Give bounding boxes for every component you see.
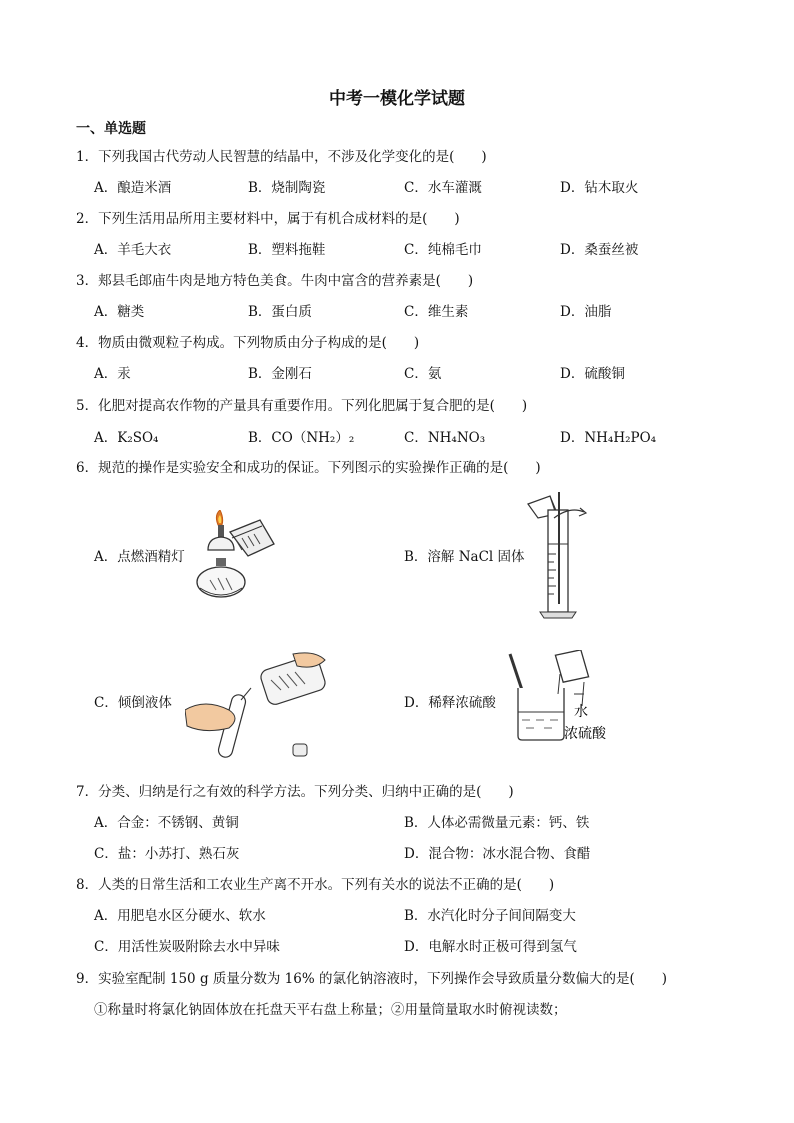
question-7: 7．分类、归纳是行之有效的科学方法。下列分类、归纳中正确的是( ) bbox=[76, 784, 514, 800]
option: B．蛋白质 bbox=[248, 304, 312, 320]
option: A．糖类 bbox=[94, 304, 145, 320]
question-4: 4．物质由微观粒子构成。下列物质由分子构成的是( ) bbox=[76, 335, 420, 351]
option: B．金刚石 bbox=[248, 366, 312, 382]
option: B．CO（NH₂）₂ bbox=[248, 430, 355, 446]
question-5: 5．化肥对提高农作物的产量具有重要作用。下列化肥属于复合肥的是( ) bbox=[76, 398, 528, 414]
diluting-acid-figure bbox=[500, 650, 615, 745]
alcohol-lamp-figure bbox=[190, 510, 280, 605]
option: A．酿造米酒 bbox=[94, 180, 172, 196]
option: A．点燃酒精灯 bbox=[94, 549, 185, 565]
question-9: 9．实验室配制 150 g 质量分数为 16% 的氯化钠溶液时，下列操作会导致质量分数偏大的是( ) bbox=[76, 971, 667, 987]
option: D．钻木取火 bbox=[560, 180, 639, 196]
option: C．水车灌溉 bbox=[404, 180, 482, 196]
option: D．桑蚕丝被 bbox=[560, 242, 639, 258]
question-8: 8．人类的日常生活和工农业生产离不开水。下列有关水的说法不正确的是( ) bbox=[76, 877, 555, 893]
section-heading: 一、单选题 bbox=[76, 121, 146, 137]
option: A．合金：不锈钢、黄铜 bbox=[94, 815, 239, 831]
option: A．K₂SO₄ bbox=[94, 430, 159, 446]
option: D．混合物：冰水混合物、食醋 bbox=[404, 846, 591, 862]
page-title: 中考一模化学试题 bbox=[329, 89, 465, 109]
question-9-statements: ①称量时将氯化钠固体放在托盘天平右盘上称量；②用量筒量取水时俯视读数； bbox=[94, 1002, 567, 1018]
option: C．维生素 bbox=[404, 304, 469, 320]
option: D．电解水时正极可得到氢气 bbox=[404, 939, 577, 955]
option: A．用肥皂水区分硬水、软水 bbox=[94, 908, 266, 924]
option: D．NH₄H₂PO₄ bbox=[560, 430, 657, 446]
option: C．NH₄NO₃ bbox=[404, 430, 486, 446]
option: C．盐：小苏打、熟石灰 bbox=[94, 846, 240, 862]
option: C．氨 bbox=[404, 366, 442, 382]
question-1: 1．下列我国古代劳动人民智慧的结晶中，不涉及化学变化的是( ) bbox=[76, 149, 487, 165]
option: B．烧制陶瓷 bbox=[248, 180, 326, 196]
water-label: 水 bbox=[574, 704, 588, 720]
option: B．人体必需微量元素：钙、铁 bbox=[404, 815, 590, 831]
option: D．硫酸铜 bbox=[560, 366, 625, 382]
option: B．溶解 NaCl 固体 bbox=[404, 549, 525, 565]
option: B．塑料拖鞋 bbox=[248, 242, 326, 258]
option: C．纯棉毛巾 bbox=[404, 242, 482, 258]
option: D．稀释浓硫酸 bbox=[404, 695, 496, 711]
question-6: 6．规范的操作是实验安全和成功的保证。下列图示的实验操作正确的是( ) bbox=[76, 460, 541, 476]
pouring-liquid-figure bbox=[185, 650, 335, 760]
option: C．倾倒液体 bbox=[94, 695, 172, 711]
acid-label: 浓硫酸 bbox=[564, 726, 606, 742]
option: B．水汽化时分子间间隔变大 bbox=[404, 908, 576, 924]
question-3: 3．郏县毛郎庙牛肉是地方特色美食。牛肉中富含的营养素是( ) bbox=[76, 273, 474, 289]
option: D．油脂 bbox=[560, 304, 612, 320]
option: C．用活性炭吸附除去水中异味 bbox=[94, 939, 280, 955]
graduated-cylinder-figure bbox=[510, 492, 600, 622]
question-2: 2．下列生活用品所用主要材料中，属于有机合成材料的是( ) bbox=[76, 211, 460, 227]
option: A．羊毛大衣 bbox=[94, 242, 172, 258]
option: A．汞 bbox=[94, 366, 131, 382]
